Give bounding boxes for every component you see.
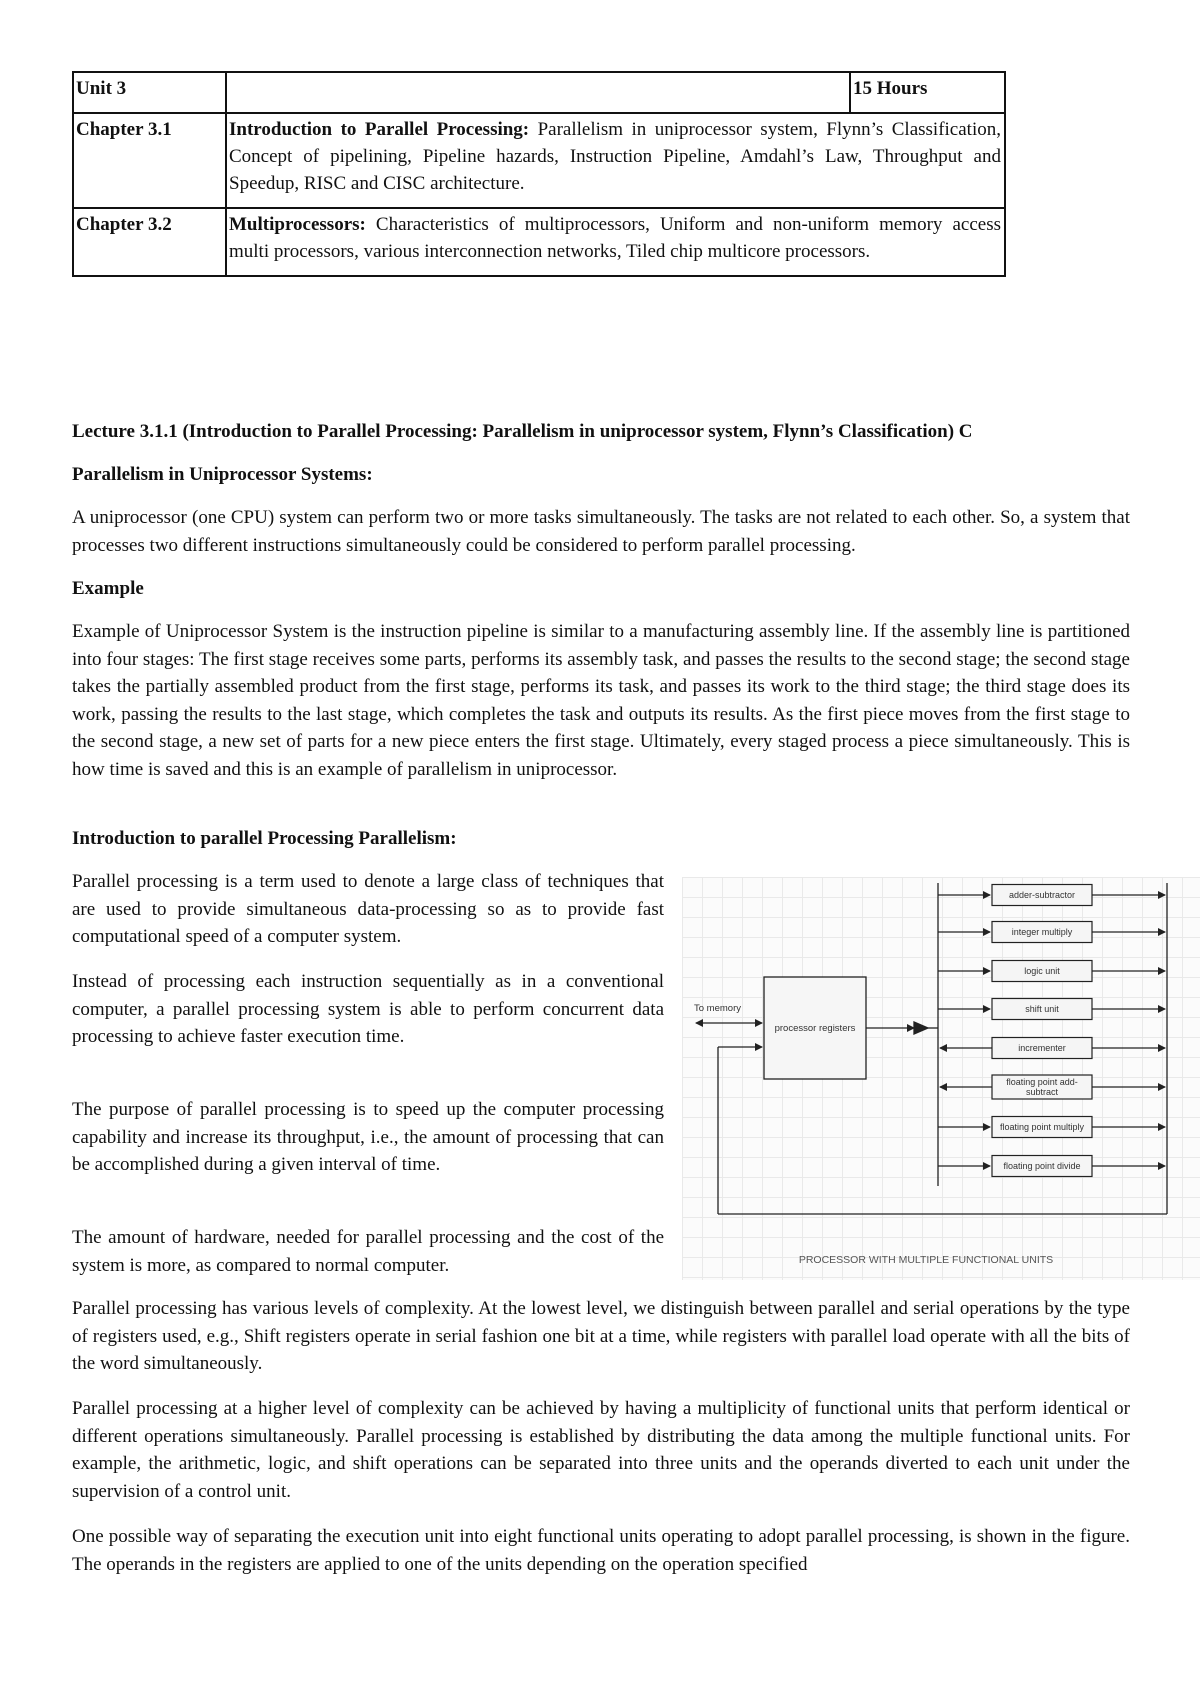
paragraph: The amount of hardware, needed for parallel processing and the cost of the system is more, as compared to normal computer.: [72, 1227, 664, 1276]
table-row: [73, 208, 1005, 276]
functional-unit-label: adder-subtractor: [1008, 890, 1076, 900]
chapter-text: Characteristics of multiprocessors, Uniform and non-uniform memory access multi processors, various interconnection networks, Tiled chip multicore processors.: [229, 214, 1001, 262]
chapter-description: [226, 113, 1005, 208]
unit-cell: Unit 3: [73, 72, 226, 113]
functional-unit-label: incrementer: [1018, 1043, 1066, 1053]
lecture-title: Lecture 3.1.1 (Introduction to Parallel Processing: Parallelism in uniprocessor system, Flynn’s Classification) C: [72, 421, 973, 442]
chapter-description: [226, 208, 1005, 276]
figure-caption: PROCESSOR WITH MULTIPLE FUNCTIONAL UNITS: [798, 1254, 1054, 1266]
functional-unit-label: floating point multiply: [999, 1122, 1085, 1132]
functional-units: [938, 885, 1165, 1177]
to-memory-label: To memory: [694, 1003, 741, 1014]
functional-unit-label: floating point add-subtract: [1006, 1077, 1078, 1097]
functional-unit-label: shift unit: [1025, 1004, 1059, 1014]
paragraph: Instead of processing each instruction sequentially as in a conventional computer, a parallel processing system is able to perform concurrent data processing to achieve faster execution time.: [72, 971, 664, 1047]
functional-unit: [940, 1075, 1165, 1099]
section-heading: Parallelism in Uniprocessor Systems:: [72, 464, 373, 485]
registers-label: processor registers: [774, 1023, 856, 1034]
paragraph: Parallel processing has various levels of complexity. At the lowest level, we distinguish between parallel and serial operations by the type of registers used, e.g., Shift registers operate in serial fashion one bit at a time, while registers with parallel load operate with all the bits of the word simultaneously.: [72, 1298, 1130, 1374]
table-row: [73, 72, 1005, 113]
functional-unit-label: floating point divide: [1003, 1161, 1081, 1171]
functional-unit: [938, 1156, 1165, 1177]
section-heading: Introduction to parallel Processing Parallelism:: [72, 828, 457, 849]
functional-unit-label: integer multiply: [1011, 927, 1073, 937]
functional-unit: [938, 961, 1165, 982]
paragraph: Parallel processing is a term used to denote a large class of techniques that are used to provide simultaneous data-processing so as to provide fast computational speed of a computer system.: [72, 871, 664, 947]
functional-unit: [938, 999, 1165, 1020]
paragraph: The purpose of parallel processing is to speed up the computer processing capability and increase its throughput, i.e., the amount of processing that can be accomplished during a given interval of time.: [72, 1099, 664, 1175]
functional-unit-label: logic unit: [1024, 966, 1060, 976]
functional-units-figure: [682, 877, 1200, 1280]
paragraph: One possible way of separating the execution unit into eight functional units operating to adopt parallel processing, is shown in the figure. The operands in the registers are applied to one of the units depending on the operation specified: [72, 1526, 1130, 1575]
hours-cell: 15 Hours: [850, 72, 1005, 113]
chapter-cell: Chapter 3.2: [73, 208, 226, 276]
paragraph: Example of Uniprocessor System is the instruction pipeline is similar to a manufacturing assembly line. If the assembly line is partitioned into four stages: The first stage receives some parts, performs its assembly task, and passes the results to the second stage; the second stage takes the partially assembled product from the first stage, performs its task, and passes its work to the third stage; the third stage does its work, passing the results to the last stage, which completes the task and outputs its results. As the first piece moves from the first stage to the second stage, a new set of parts for a new piece enters the first stage. Ultimately, every staged process a piece simultaneously. This is how time is saved and this is an example of parallelism in uniprocessor.: [72, 621, 1130, 780]
chapter-heading: Multiprocessors:: [229, 214, 366, 235]
chapter-text: Parallelism in uniprocessor system, Flynn’s Classification, Concept of pipelining, Pipeline hazards, Instruction Pipeline, Amdahl’s Law, Throughput and Speedup, RISC and CISC architecture.: [229, 119, 1001, 194]
paragraph: Parallel processing at a higher level of complexity can be achieved by having a multiplicity of functional units that perform identical or different operations simultaneously. Parallel processing is established by distributing the data among the multiple functional units. For example, the arithmetic, logic, and shift operations can be separated into three units and the operands diverted to each unit under the supervision of a control unit.: [72, 1398, 1130, 1502]
chapter-heading: Introduction to Parallel Processing:: [229, 119, 530, 140]
functional-unit: [940, 1038, 1165, 1059]
chapter-cell: Chapter 3.1: [73, 113, 226, 208]
functional-units-diagram: [682, 877, 1200, 1280]
functional-unit: [938, 1117, 1165, 1138]
functional-unit: [938, 885, 1165, 906]
example-heading: Example: [72, 578, 144, 599]
empty-cell: [226, 72, 850, 113]
table-row: [73, 113, 1005, 208]
syllabus-table: [72, 71, 1006, 277]
functional-unit: [938, 922, 1165, 943]
paragraph: A uniprocessor (one CPU) system can perform two or more tasks simultaneously. The tasks are not related to each other. So, a system that processes two different instructions simultaneously could be considered to perform parallel processing.: [72, 507, 1130, 556]
